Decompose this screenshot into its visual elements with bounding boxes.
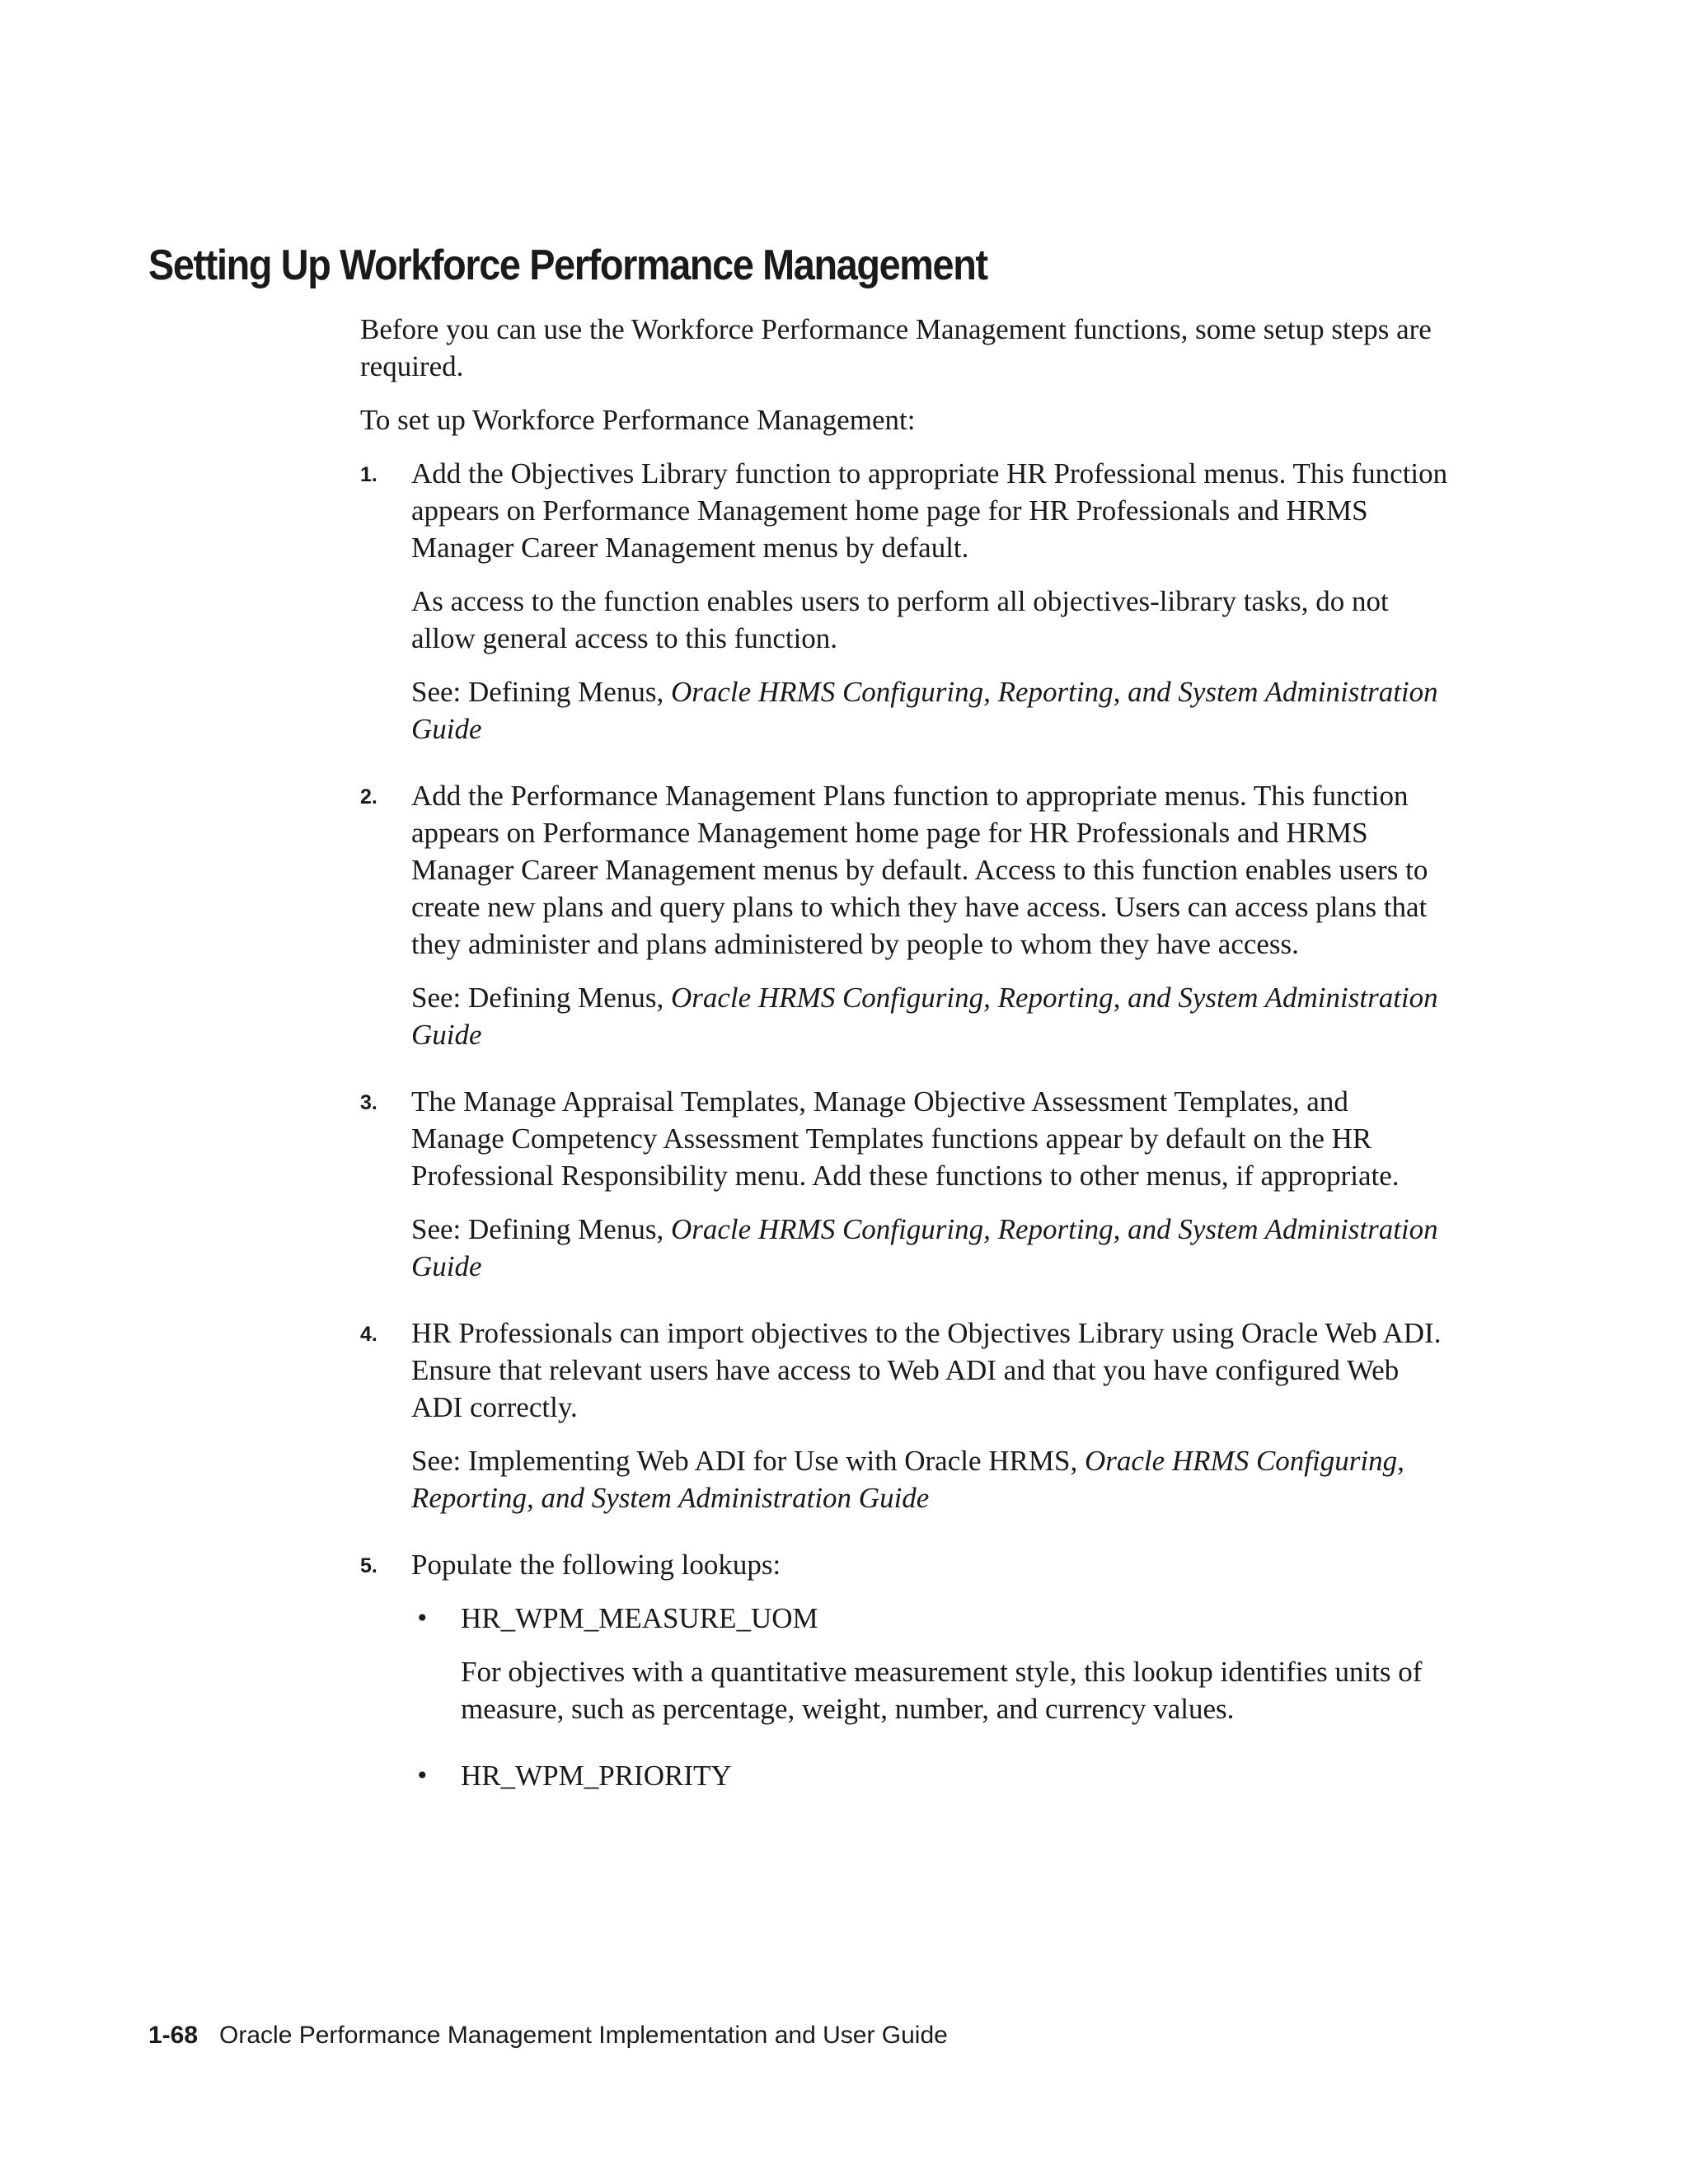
section-heading: Setting Up Workforce Performance Management <box>148 241 987 289</box>
bullet-icon: • <box>415 1605 429 1632</box>
step-text: The Manage Appraisal Templates, Manage Objective Assessment Templates, and Manage Competency Assessment Templates functions appear by default on the HR Professional Responsibility menu. Add these functions to other menus, if appropriate. <box>411 1085 1400 1192</box>
step-number: 2. <box>360 785 377 808</box>
step-text: HR Professionals can import objectives to the Objectives Library using Oracle Web ADI. Ensure that relevant users have access to Web ADI and that you have configured Web ADI correctly. <box>411 1317 1442 1423</box>
lookup-code: HR_WPM_PRIORITY <box>461 1760 732 1792</box>
step-1 <box>360 455 1448 748</box>
see-prefix: See: Defining Menus, <box>411 676 671 708</box>
see-reference <box>411 1442 1448 1516</box>
book-reference: Oracle HRMS Configuring, Reporting, and System Administration Guide <box>411 676 1438 745</box>
step-number: 4. <box>360 1323 377 1346</box>
book-title: Oracle Performance Management Implementation and User Guide <box>219 2022 948 2049</box>
see-reference <box>411 979 1448 1053</box>
step-text: Add the Objectives Library function to appropriate HR Professional menus. This function appears on Performance Management home page for HR Professionals and HRMS Manager Career Management menus by default. <box>411 457 1448 564</box>
lookup-description: For objectives with a quantitative measurement style, this lookup identifies units of measure, such as percentage, weight, number, and currency values. <box>461 1656 1423 1725</box>
setup-steps-list <box>360 455 1448 1794</box>
lookup-list <box>411 1600 1448 1794</box>
book-reference: Oracle HRMS Configuring, Reporting, and System Administration Guide <box>411 1445 1404 1514</box>
step-2 <box>360 777 1448 1053</box>
see-reference <box>411 673 1448 748</box>
book-reference: Oracle HRMS Configuring, Reporting, and System Administration Guide <box>411 1213 1438 1282</box>
step-number: 3. <box>360 1091 377 1114</box>
see-reference <box>411 1211 1448 1285</box>
step-3 <box>360 1083 1448 1285</box>
step-4 <box>360 1315 1448 1516</box>
intro-paragraph: Before you can use the Workforce Performance Management functions, some setup steps are required. <box>360 313 1432 382</box>
step-number: 1. <box>360 463 377 486</box>
see-prefix: See: Implementing Web ADI for Use with Oracle HRMS, <box>411 1445 1085 1477</box>
page-footer <box>148 2022 948 2050</box>
page-number: 1-68 <box>148 2022 199 2049</box>
lookup-item-measure-uom <box>411 1600 1448 1727</box>
step-number: 5. <box>360 1554 377 1577</box>
step-5 <box>360 1546 1448 1794</box>
step-note: As access to the function enables users to perform all objectives-library tasks, do not allow general access to this function. <box>411 585 1389 654</box>
book-reference: Oracle HRMS Configuring, Reporting, and System Administration Guide <box>411 982 1438 1051</box>
section-body <box>360 311 1448 1824</box>
step-text: Populate the following lookups: <box>411 1549 781 1581</box>
lookup-item-priority <box>411 1757 1448 1794</box>
lookup-code: HR_WPM_MEASURE_UOM <box>461 1602 818 1634</box>
see-prefix: See: Defining Menus, <box>411 982 671 1014</box>
lead-paragraph: To set up Workforce Performance Management: <box>360 404 916 436</box>
see-prefix: See: Defining Menus, <box>411 1213 671 1245</box>
bullet-icon: • <box>415 1762 429 1789</box>
step-text: Add the Performance Management Plans function to appropriate menus. This function appears on Performance Management home page for HR Professionals and HRMS Manager Career Management menus by default. Access to this function enables users to create new plans and query plans to which they have access. Users can access plans that they administer and plans administered by people to whom they have access. <box>411 780 1428 960</box>
